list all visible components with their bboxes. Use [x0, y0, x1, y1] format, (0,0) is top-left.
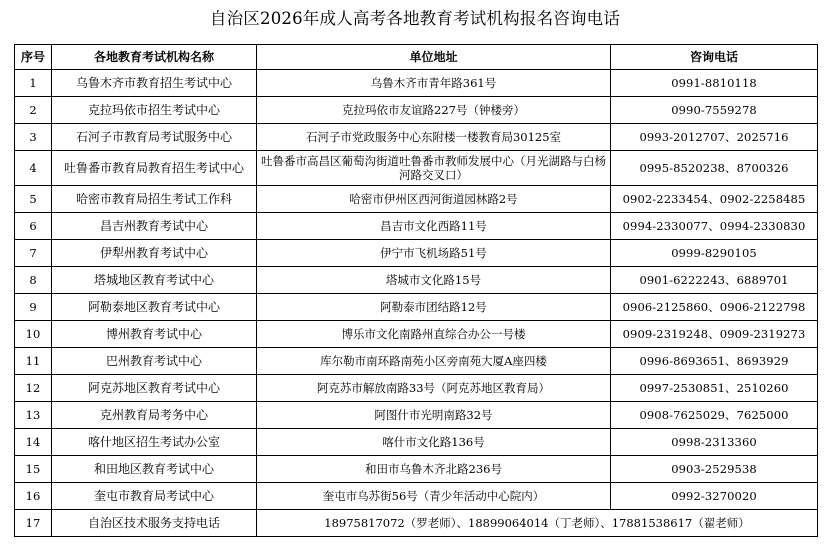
row-address: 阿图什市光明南路32号	[257, 402, 611, 429]
row-address: 博乐市文化南路州直综合办公一号楼	[257, 321, 611, 348]
row-organization: 伊犁州教育考试中心	[52, 240, 257, 267]
row-phone: 0994-2330077、0994-2330830	[611, 213, 818, 240]
row-number: 2	[15, 97, 52, 124]
row-number: 9	[15, 294, 52, 321]
table-row	[15, 456, 818, 483]
row-phone: 0990-7559278	[611, 97, 818, 124]
table-row	[15, 151, 818, 186]
header-number: 序号	[15, 45, 52, 70]
table-row	[15, 321, 818, 348]
row-number: 12	[15, 375, 52, 402]
row-address: 石河子市党政服务中心东附楼一楼教育局30125室	[257, 124, 611, 151]
table-row	[15, 70, 818, 97]
row-phone: 0998-2313360	[611, 429, 818, 456]
row-phone: 0902-2233454、0902-2258485	[611, 186, 818, 213]
row-organization: 博州教育考试中心	[52, 321, 257, 348]
table-body	[15, 70, 818, 537]
row-phone: 0993-2012707、2025716	[611, 124, 818, 151]
row-address: 奎屯市乌苏街56号（青少年活动中心院内）	[257, 483, 611, 510]
row-phone: 0995-8520238、8700326	[611, 151, 818, 186]
row-address: 哈密市伊州区西河街道园林路2号	[257, 186, 611, 213]
row-number: 8	[15, 267, 52, 294]
row-address: 吐鲁番市高昌区葡萄沟街道吐鲁番市教师发展中心（月光湖路与白杨河路交叉口）	[257, 151, 611, 186]
row-organization: 吐鲁番市教育局教育招生考试中心	[52, 151, 257, 186]
row-number: 4	[15, 151, 52, 186]
row-phone: 0908-7625029、7625000	[611, 402, 818, 429]
table-row	[15, 402, 818, 429]
header-address: 单位地址	[257, 45, 611, 70]
row-organization: 和田地区教育考试中心	[52, 456, 257, 483]
row-phone: 0906-2125860、0906-2122798	[611, 294, 818, 321]
row-organization: 昌吉州教育考试中心	[52, 213, 257, 240]
row-address: 库尔勒市南环路南苑小区旁南苑大厦A座四楼	[257, 348, 611, 375]
table-row	[15, 429, 818, 456]
row-organization: 克拉玛依市招生考试中心	[52, 97, 257, 124]
row-address: 伊宁市飞机场路51号	[257, 240, 611, 267]
row-organization: 喀什地区招生考试办公室	[52, 429, 257, 456]
table-row	[15, 294, 818, 321]
row-address: 乌鲁木齐市青年路361号	[257, 70, 611, 97]
support-contacts: 18975817072（罗老师）、18899064014（丁老师）、17881538617（翟老师）	[257, 510, 818, 537]
table-row	[15, 97, 818, 124]
table-row	[15, 348, 818, 375]
row-organization: 克州教育局考务中心	[52, 402, 257, 429]
row-number: 1	[15, 70, 52, 97]
table-row	[15, 213, 818, 240]
row-organization: 阿克苏地区教育考试中心	[52, 375, 257, 402]
table-row	[15, 240, 818, 267]
row-organization: 石河子市教育局考试服务中心	[52, 124, 257, 151]
table-row	[15, 124, 818, 151]
header-organization: 各地教育考试机构名称	[52, 45, 257, 70]
row-organization: 哈密市教育局招生考试工作科	[52, 186, 257, 213]
row-number: 5	[15, 186, 52, 213]
row-organization: 奎屯市教育局考试中心	[52, 483, 257, 510]
row-address: 和田市乌鲁木齐北路236号	[257, 456, 611, 483]
table-row	[15, 375, 818, 402]
row-number: 16	[15, 483, 52, 510]
row-organization: 巴州教育考试中心	[52, 348, 257, 375]
contact-table	[14, 44, 818, 537]
row-number: 14	[15, 429, 52, 456]
row-address: 喀什市文化路136号	[257, 429, 611, 456]
row-address: 塔城市文化路15号	[257, 267, 611, 294]
row-number: 6	[15, 213, 52, 240]
row-number: 10	[15, 321, 52, 348]
table-row-support	[15, 510, 818, 537]
table-row	[15, 483, 818, 510]
row-phone: 0992-3270020	[611, 483, 818, 510]
table-header-row	[15, 45, 818, 70]
row-address: 克拉玛依市友谊路227号（钟楼旁）	[257, 97, 611, 124]
row-number: 17	[15, 510, 52, 537]
row-phone: 0901-6222243、6889701	[611, 267, 818, 294]
row-phone: 0909-2319248、0909-2319273	[611, 321, 818, 348]
row-organization: 自治区技术服务支持电话	[52, 510, 257, 537]
row-organization: 乌鲁木齐市教育招生考试中心	[52, 70, 257, 97]
row-number: 7	[15, 240, 52, 267]
row-phone: 0991-8810118	[611, 70, 818, 97]
row-phone: 0996-8693651、8693929	[611, 348, 818, 375]
row-address: 阿克苏市解放南路33号（阿克苏地区教育局）	[257, 375, 611, 402]
row-number: 3	[15, 124, 52, 151]
table-row	[15, 186, 818, 213]
row-number: 15	[15, 456, 52, 483]
row-organization: 塔城地区教育考试中心	[52, 267, 257, 294]
row-phone: 0997-2530851、2510260	[611, 375, 818, 402]
header-phone: 咨询电话	[611, 45, 818, 70]
row-phone: 0903-2529538	[611, 456, 818, 483]
row-address: 昌吉市文化西路11号	[257, 213, 611, 240]
row-organization: 阿勒泰地区教育考试中心	[52, 294, 257, 321]
row-phone: 0999-8290105	[611, 240, 818, 267]
row-number: 13	[15, 402, 52, 429]
row-number: 11	[15, 348, 52, 375]
document-title: 自治区2026年成人高考各地教育考试机构报名咨询电话	[209, 9, 621, 28]
table-row	[15, 267, 818, 294]
row-address: 阿勒泰市团结路12号	[257, 294, 611, 321]
